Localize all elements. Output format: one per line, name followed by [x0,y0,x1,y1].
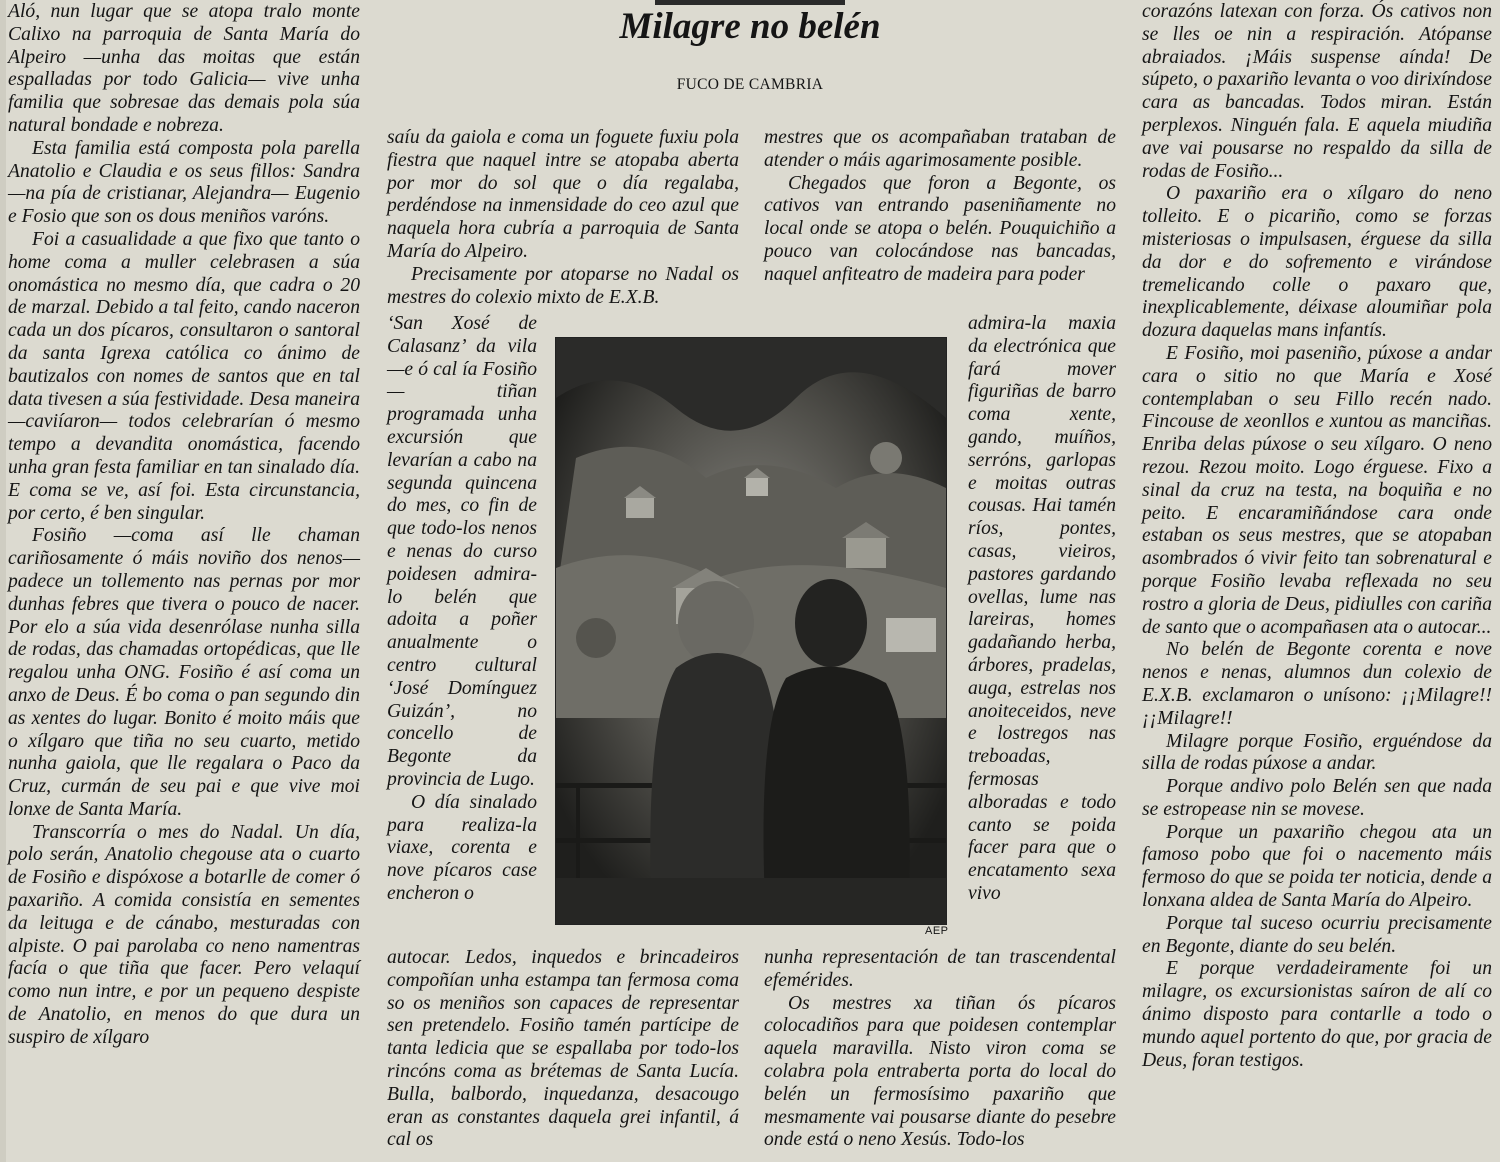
byline: FUCO DE CAMBRIA [676,76,824,93]
paragraph: E Fosiño, moi paseniño, púxose a andar cara o sitio no que María e Xosé contemplaban o seu Fillo recén nado. Fincouse de xeonllos e xuntou as manciñas. Enriba delas púxose o seu xílgaro. O neno rezou. Rezou moito. Logo érguese. Fixo a sinal da cruz na testa, na boquiña e no peito. E encaramiñándose cara onde estaban os seus mestres, que se atopaban asombrados ó vivir feito tan sobrenatural e porque Fosiño levaba reflexada no seu rostro a gloria de Deus, pidiulles con cariña de santo que o acompañasen ata o autocar... [1142,342,1492,638]
nativity-scene-photo [555,337,947,925]
paragraph: autocar. Ledos, inquedos e brincadeiros compoñían unha estampa tan fermosa coma so os meniños son capaces de representar sen pretendelo. Fosiño tamén partícipe de tanta ledicia que se espallaba por todo-los rincóns coma as brétemas de Santa Lucía. Bulla, balbordo, inquedanza, desacougo eran as constantes daquela grei infantil, á cal os [387,947,739,1151]
paragraph: Chegados que foron a Begonte, os cativos van entrando paseniñamente no local onde se atopa o belén. Pouquichiño a pouco van colocándose nas bancadas, naquel anfiteatro de madeira para poder [764,172,1116,285]
paragraph: Porque andivo polo Belén sen que nada se estropease nin se movese. [1142,776,1492,820]
paragraph: Fosiño —coma así lle chaman cariñosamente ó máis noviño dos nenos— padece un tollemento nas pernas por mor dunhas febres que tivera o pouco de nacer. Por elo a súa vida desenrólase nunha silla de rodas, das chamadas ortopédicas, que lle regalou unha ONG. Fosiño é así coma un anxo de Deus. É bo coma o pan segundo din as xentes do lugar. Bonito é moito máis que o xílgaro que tiña no seu cuarto, metido nunha gaiola, que lle regalara o Paco da Cruz, curmán de seu pai e que vive moi lonxe de Santa María. [8,525,360,820]
paragraph: admira-la maxia da electrónica que fará mover figuriñas de barro coma xente, gando, muíños, serróns, garlopas e moitas outras cousas. Hai tamén ríos, pontes, casas, vieiros, pastores gardando ovellas, lume nas lareiras, homes gadañando herba, árbores, pradelas, auga, estrelas nos anoiteceidos, neve e lostregos nas treboadas, fermosas alboradas e todo canto se poida facer para que o encatamento sexa vivo [968,313,1116,904]
column-3-top [764,127,1116,287]
paragraph: E porque verdadeiramente foi un milagre, os excursionistas saíron de alí co ánimo disposto para contarlle a todo o mundo aquel portento do que, por gracia de Deus, foran testigos. [1142,958,1492,1071]
paragraph: O día sinalado para realiza-la viaxe, corenta e nove pícaros case encheron o [387,791,537,904]
paragraph: No belén de Begonte corenta e nove nenos e nenas, alumnos dun colexio de E.X.B. exclamaron o unísono: ¡¡Milagre!! ¡¡Milagre!! [1142,639,1492,729]
paragraph: Esta familia está composta pola parella Anatolio e Claudia e os seus fillos: Sandra —na pía de cristianar, Alejandra— Eugenio e Fosio que son os dous meniños varóns. [8,137,360,228]
paragraph: Porque tal suceso ocurriu precisamente en Begonte, diante do seu belén. [1142,912,1492,957]
column-4 [1142,1,1492,1072]
bleed-through-text [1020,60,1028,94]
column-2-top [387,127,739,309]
paragraph: Milagre porque Fosiño, erguéndose da silla de rodas púxose a andar. [1142,730,1492,775]
paragraph: mestres que os acompañaban trataban de atender o máis agarimosamente posible. [764,127,1116,171]
column-3-bottom [764,947,1116,1152]
column-1 [8,1,360,1050]
paragraph: ‘San Xosé de Calasanz’ da vila —e ó cal ía Fosiño— tiñan programada unha excursión que levarían a cabo na segunda quincena do mes, co fin de que todo-los nenos e nenas do curso poidesen admira-lo belén que adoita a poñer anualmente o centro cultural ‘José Domínguez Guizán’, no concello de Begonte da provincia de Lugo. [387,313,537,790]
photo-illustration [556,338,946,924]
column-3-beside-photo [968,313,1116,906]
photo-credit: AEP [925,925,949,937]
page-edge [0,0,6,1162]
paragraph: saíu da gaiola e coma un foguete fuxiu pola fiestra que naquel intre se atopaba aberta por mor do sol que o día regalaba, perdéndose na inmensidade do ceo azul que naquela hora cubría a parroquia de Santa María do Alpeiro. [387,127,739,262]
paragraph: Precisamente por atoparse no Nadal os mestres do colexio mixto de E.X.B. [387,263,739,308]
paragraph: O paxariño era o xílgaro do neno tolleito. E o picariño, como se forzas misteriosas o impulsasen, érguese da silla da dor e do sofremento e virándose tremelicando colle o paxaro que, inexplicablemente, déixase aloumiñar pola dozura daquelas mans infantís. [1142,183,1492,342]
paragraph: Porque un paxariño chegou ata un famoso pobo que foi o nacemento máis fermoso do que se poida ter noticia, dende a lonxana aldea de Santa María do Alpeiro. [1142,821,1492,912]
column-2-bottom [387,947,739,1152]
paragraph: corazóns latexan con forza. Ós cativos non se lles oe nin a respiración. Atópanse abraiados. ¡Máis suspense aínda! De súpeto, o paxariño levanta o voo dirixíndose cara as bancadas. Todos miran. Están perplexos. Ninguén fala. E aquela miudiña ave vai pousarse no respaldo da silla de rodas de Fosiño... [1142,1,1492,182]
article-title: Milagre no belén [619,6,881,47]
column-2-beside-photo [387,313,537,906]
paragraph: Transcorría o mes do Nadal. Un día, polo serán, Anatolio chegouse ata o cuarto de Fosiño e dispóxose a botarlle de comer ó paxariño. A comida consistía en sementes da leituga e de cánabo, mesturadas con alpiste. O pai parolaba co neno namentras facía o que tiña que facer. Pero velaquí como nun intre, e por un pequeno despiste de Anatolio, en menos do que dura un suspiro de xílgaro [8,821,360,1048]
paragraph: Aló, nun lugar que se atopa tralo monte Calixo na parroquia de Santa María do Alpeiro —unha das moitas que están espalladas por todo Galicia— vive unha familia que sobresae das demais pola súa natural bondade e nobreza. [8,1,360,136]
paragraph: Foi a casualidade a que fixo que tanto o home coma a muller celebrasen a súa onomástica no mesmo día, que cadra o 20 de marzal. Debido a tal feito, cando naceron cada un dos pícaros, consultaron o santoral da santa Igrexa católica co ánimo de bautizalos con nomes de santos que en tal data tivesen a súa festividade. Desa maneira —caviíaron— todos celebrarían ó mesmo tempo a devandita onomástica, facendo unha gran festa familiar en tan sinalado día. E coma se ve, así foi. Esta circunstancia, por certo, é ben singular. [8,228,360,524]
paragraph: Os mestres xa tiñan ós pícaros colocadiños para que poidesen contemplar aquela maravilla. Nisto viron coma se colabra pola entraberta porta do local do belén un fermosísimo paxariño que mesmamente vai pousarse diante do pesebre onde está o neno Xesús. Todo-los [764,992,1116,1151]
paragraph: nunha representación de tan trascendental efemérides. [764,947,1116,991]
